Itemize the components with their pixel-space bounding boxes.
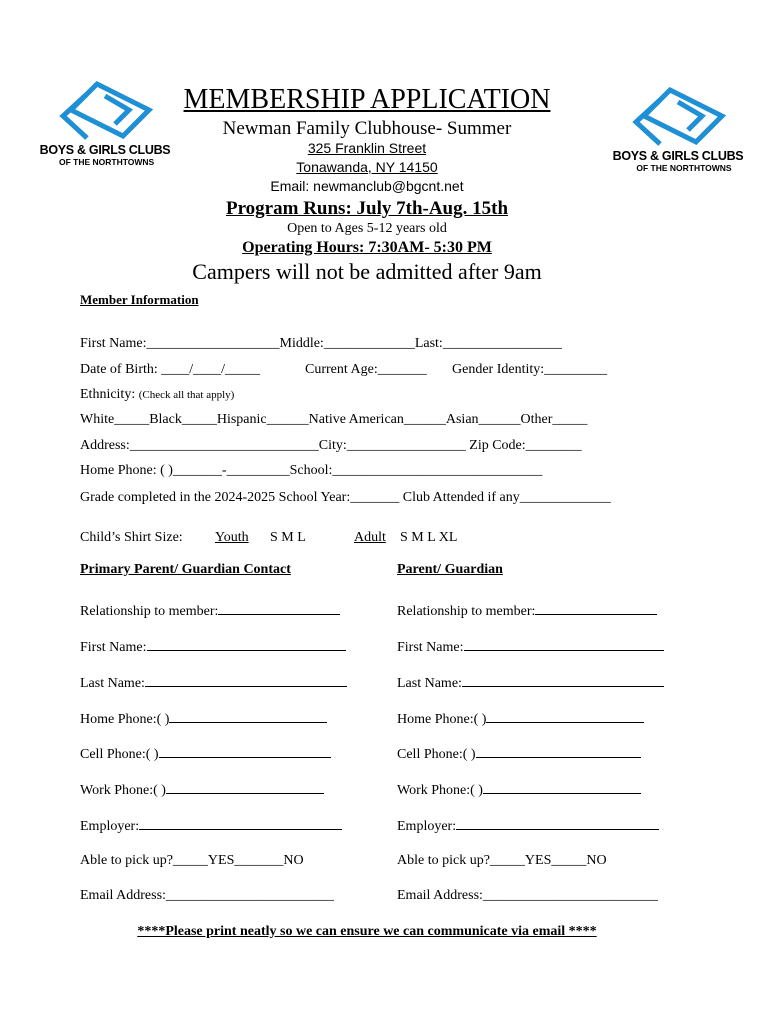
- secondary-home-phone-line[interactable]: [486, 710, 644, 723]
- age-field[interactable]: Current Age:_______: [305, 362, 427, 377]
- logo-subtitle: OF THE NORTHTOWNS: [636, 163, 732, 173]
- primary-work-phone-line[interactable]: [166, 781, 324, 794]
- primary-employer-label: Employer:: [80, 819, 140, 834]
- ethnicity-label: [80, 387, 234, 403]
- primary-cell-phone-field[interactable]: [80, 745, 331, 763]
- primary-cell-phone-label: Cell Phone:( ): [80, 747, 159, 762]
- club-email: Email: newmanclub@bgcnt.net: [270, 178, 464, 194]
- primary-employer-line[interactable]: [139, 817, 342, 830]
- primary-home-phone-label: Home Phone:( ): [80, 712, 170, 727]
- ethnicity-label-text: Ethnicity:: [80, 387, 136, 402]
- secondary-home-phone-field[interactable]: [397, 710, 644, 728]
- primary-email-field[interactable]: Email Address:________________________: [80, 888, 334, 903]
- secondary-employer-label: Employer:: [397, 819, 457, 834]
- secondary-relationship-line[interactable]: [535, 602, 657, 615]
- primary-last-name-line[interactable]: [145, 674, 347, 687]
- primary-first-name-field[interactable]: [80, 638, 346, 656]
- secondary-work-phone-label: Work Phone:( ): [397, 783, 483, 798]
- gender-field[interactable]: Gender Identity:_________: [452, 362, 608, 377]
- logo-subtitle: OF THE NORTHTOWNS: [59, 157, 155, 167]
- secondary-pickup-field[interactable]: Able to pick up?_____YES_____NO: [397, 853, 607, 868]
- primary-employer-field[interactable]: [80, 817, 342, 835]
- footer-note: ****Please print neatly so we can ensure we can communicate via email ****: [137, 924, 597, 939]
- primary-guardian-heading: Primary Parent/ Guardian Contact: [80, 562, 291, 577]
- secondary-cell-phone-line[interactable]: [476, 745, 641, 758]
- primary-cell-phone-line[interactable]: [159, 745, 331, 758]
- secondary-last-name-label: Last Name:: [397, 676, 462, 691]
- secondary-work-phone-line[interactable]: [483, 781, 641, 794]
- primary-relationship-field[interactable]: [80, 602, 340, 620]
- shirt-youth-sizes[interactable]: S M L: [270, 530, 306, 545]
- primary-home-phone-field[interactable]: [80, 710, 327, 728]
- secondary-cell-phone-label: Cell Phone:( ): [397, 747, 476, 762]
- secondary-employer-line[interactable]: [456, 817, 659, 830]
- secondary-first-name-line[interactable]: [464, 638, 664, 651]
- shirt-size-label: Child’s Shirt Size:: [80, 530, 183, 545]
- secondary-cell-phone-field[interactable]: [397, 745, 641, 763]
- dob-field[interactable]: Date of Birth: ____/____/_____: [80, 362, 261, 377]
- secondary-work-phone-field[interactable]: [397, 781, 641, 799]
- grade-club-fields[interactable]: Grade completed in the 2024-2025 School Year:_______ Club Attended if any_____________: [80, 490, 611, 505]
- ethnicity-options[interactable]: White_____Black_____Hispanic______Native American______Asian______Other_____: [80, 412, 588, 427]
- secondary-last-name-line[interactable]: [462, 674, 664, 687]
- secondary-employer-field[interactable]: [397, 817, 659, 835]
- program-dates: Program Runs: July 7th-Aug. 15th: [225, 198, 509, 219]
- primary-last-name-label: Last Name:: [80, 676, 145, 691]
- operating-hours: Operating Hours: 7:30AM- 5:30 PM: [242, 239, 492, 256]
- street-address: 325 Franklin Street: [307, 140, 427, 156]
- primary-work-phone-field[interactable]: [80, 781, 324, 799]
- primary-work-phone-label: Work Phone:( ): [80, 783, 166, 798]
- address-fields[interactable]: Address:___________________________City:_________________ Zip Code:________: [80, 438, 582, 453]
- primary-first-name-line[interactable]: [147, 638, 346, 651]
- name-fields[interactable]: First Name:___________________Middle:_____________Last:_________________: [80, 336, 562, 351]
- secondary-guardian-heading: Parent/ Guardian: [397, 562, 503, 577]
- primary-pickup-field[interactable]: Able to pick up?_____YES_______NO: [80, 853, 304, 868]
- shirt-adult-sizes[interactable]: S M L XL: [400, 530, 458, 545]
- secondary-email-field[interactable]: Email Address:_________________________: [397, 888, 658, 903]
- secondary-relationship-label: Relationship to member:: [397, 604, 536, 619]
- secondary-home-phone-label: Home Phone:( ): [397, 712, 487, 727]
- primary-relationship-label: Relationship to member:: [80, 604, 219, 619]
- city-address: Tonawanda, NY 14150: [296, 159, 438, 175]
- primary-first-name-label: First Name:: [80, 640, 147, 655]
- ethnicity-note: (Check all that apply): [138, 389, 235, 401]
- home-phone-school-fields[interactable]: Home Phone: ( )_______-_________School:______________________________: [80, 463, 543, 478]
- logo-name: BOYS & GIRLS CLUBS: [39, 143, 171, 157]
- secondary-first-name-label: First Name:: [397, 640, 464, 655]
- shirt-youth-label: Youth: [215, 530, 249, 545]
- secondary-last-name-field[interactable]: [397, 674, 664, 692]
- logo-name: BOYS & GIRLS CLUBS: [612, 149, 744, 163]
- clubhouse-name: Newman Family Clubhouse- Summer: [222, 118, 512, 139]
- primary-home-phone-line[interactable]: [169, 710, 327, 723]
- admission-notice: Campers will not be admitted after 9am: [192, 259, 542, 284]
- secondary-relationship-field[interactable]: [397, 602, 657, 620]
- age-range: Open to Ages 5-12 years old: [287, 221, 447, 236]
- secondary-first-name-field[interactable]: [397, 638, 664, 656]
- shirt-adult-label: Adult: [354, 530, 386, 545]
- primary-relationship-line[interactable]: [218, 602, 340, 615]
- primary-last-name-field[interactable]: [80, 674, 347, 692]
- member-info-heading: Member Information: [80, 292, 199, 307]
- form-title: MEMBERSHIP APPLICATION: [183, 84, 551, 115]
